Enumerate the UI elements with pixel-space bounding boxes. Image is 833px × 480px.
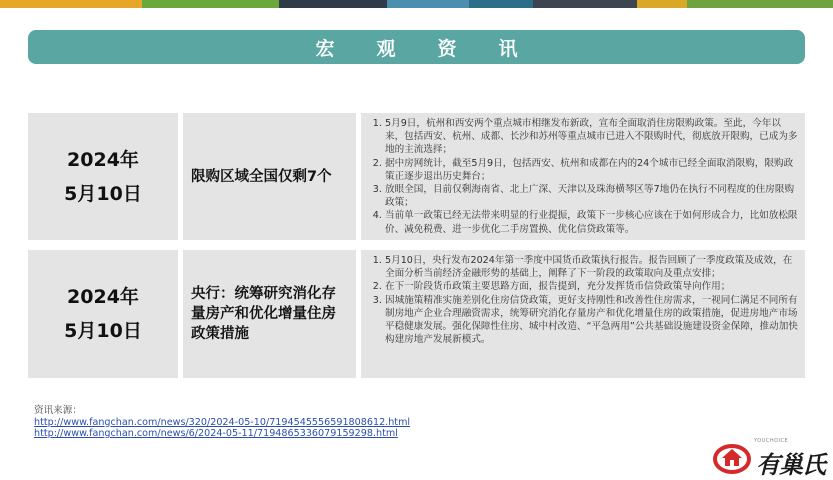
sources-block: [34, 405, 410, 440]
logo-small-text: YOUCHOICE: [754, 438, 789, 444]
top-color-stripe: [0, 0, 833, 8]
topic-cell: [183, 113, 356, 240]
detail-cell: [361, 250, 805, 378]
detail-cell: [361, 113, 805, 240]
date-cell: [28, 113, 178, 240]
date-label: 2024年 5月10日: [64, 148, 142, 205]
list-item: 2. 在下一阶段货币政策主要思路方面，报告提到，充分发挥货币信贷政策导向作用；: [385, 280, 799, 293]
detail-list: [367, 117, 799, 236]
detail-list: [367, 254, 799, 346]
source-link-1[interactable]: http://www.fangchan.com/news/320/2024-05-10/7194545556591808612.html: [34, 416, 411, 428]
date-label: 2024年 5月10日: [64, 286, 142, 342]
list-item: 3. 因城施策精准实施差别化住房信贷政策，更好支持刚性和改善性住房需求，一视同仁满足不同所有制房地产企业合理融资需求，统筹研究消化存量房产和优化增量住房的政策措施，促进房地产市场平稳健康发展。强化保障性住房、城中村改造、“平急两用”公共基础设施建设资金保障，推动加快构建房地产发展新模式。: [385, 294, 799, 347]
news-row-2: [28, 250, 805, 378]
list-item: 1. 5月10日，央行发布2024年第一季度中国货币政策执行报告。报告回顾了一季度政策及成效，在全面分析当前经济金融形势的基础上，阐释了下一阶段的政策取向及重点安排；: [385, 254, 799, 280]
brand-logo: [712, 438, 832, 479]
logo-brand-text: 有巢氏: [756, 451, 825, 479]
house-ring-logo-icon: [712, 438, 756, 476]
list-item: 3. 放眼全国，目前仅剩海南省、北上广深、天津以及珠海横琴区等7地仍在执行不同程度的住房限购政策；: [385, 183, 799, 209]
source-link-2[interactable]: http://www.fangchan.com/news/6/2024-05-11/7194865336079159298.html: [34, 428, 398, 439]
topic-label: 限购区域全国仅剩7个: [191, 168, 332, 185]
title-bar: [28, 30, 805, 64]
topic-cell: [183, 250, 356, 378]
page-title: 宏观资讯: [315, 37, 560, 60]
list-item: 1. 5月9日，杭州和西安两个重点城市相继发布新政，宣布全面取消住房限购政策。至此，今年以来，包括西安、杭州、成都、长沙和苏州等重点城市已进入不限购时代，彻底放开限购，已成为多地的主流选择；: [385, 117, 799, 157]
date-cell: [28, 250, 178, 378]
list-item: 2. 据中房网统计，截至5月9日，包括西安、杭州和成都在内的24个城市已经全面取消限购，限购政策正逐步退出历史舞台；: [385, 157, 799, 183]
topic-label: 央行：统筹研究消化存量房产和优化增量住房政策措施: [191, 286, 336, 342]
sources-label: 资讯来源：: [34, 405, 82, 416]
list-item: 4. 当前单一政策已经无法带来明显的行业提振，政策下一步核心应该在于如何形成合力，比如放松限价、减免税费、进一步优化二手房置换、优化信贷政策等。: [385, 209, 799, 235]
news-row-1: [28, 113, 805, 240]
